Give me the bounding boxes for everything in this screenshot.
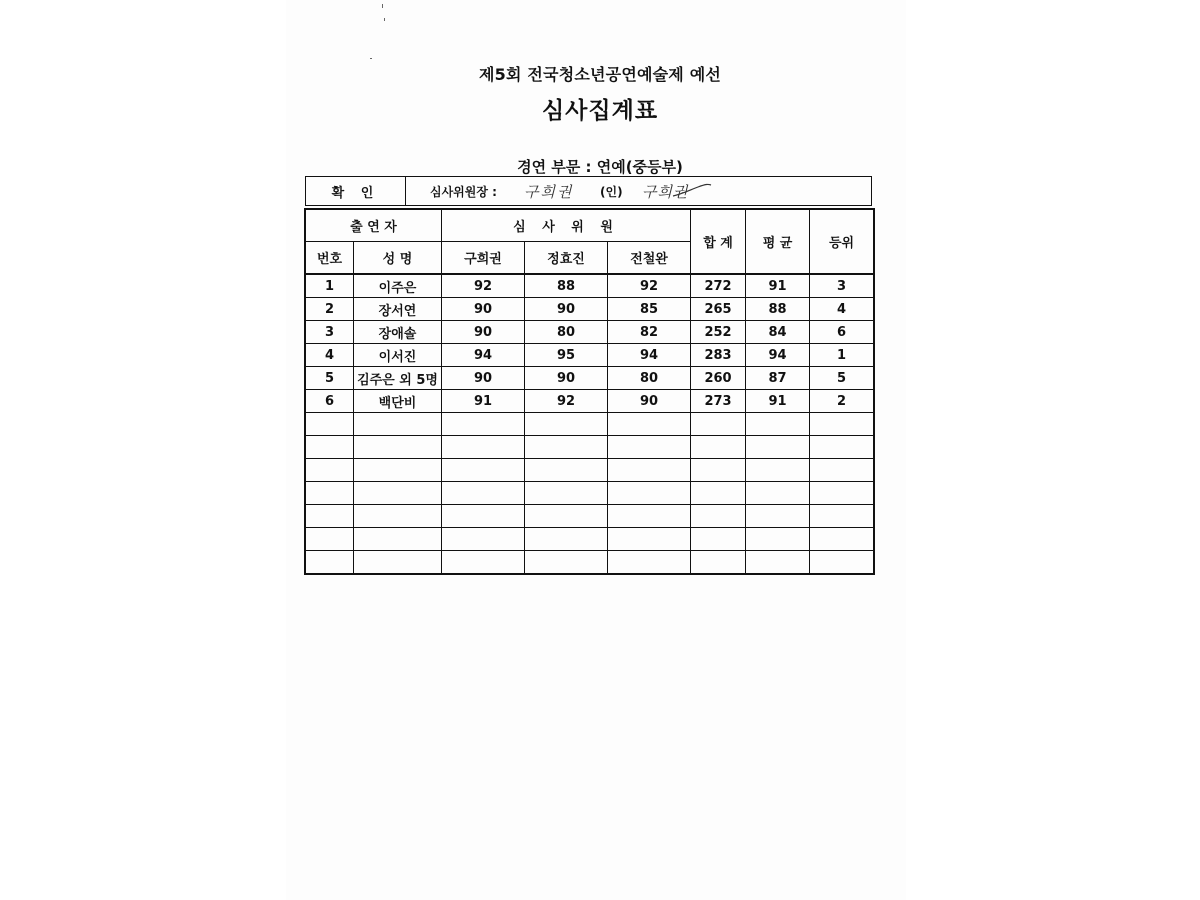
judge-score: 80 bbox=[608, 367, 691, 390]
average-score: 91 bbox=[746, 274, 810, 298]
name-header: 성 명 bbox=[354, 242, 442, 275]
average-score: 88 bbox=[746, 298, 810, 321]
score-table bbox=[305, 209, 874, 574]
total-score: 260 bbox=[691, 367, 746, 390]
empty-row bbox=[306, 482, 874, 505]
total-score: 272 bbox=[691, 274, 746, 298]
judge-header: 정효진 bbox=[525, 242, 608, 275]
average-score: 84 bbox=[746, 321, 810, 344]
empty-row bbox=[306, 551, 874, 574]
row-number: 2 bbox=[306, 298, 354, 321]
rank: 6 bbox=[810, 321, 874, 344]
event-title: 제5회 전국청소년공연예술제 예선 bbox=[478, 65, 722, 84]
average-header: 평 균 bbox=[746, 210, 810, 275]
scan-speck bbox=[370, 58, 372, 59]
performer-name: 장서연 bbox=[354, 298, 442, 321]
confirmation-label: 확 인 bbox=[306, 177, 406, 205]
table-row bbox=[306, 274, 874, 298]
performer-name: 이주은 bbox=[354, 274, 442, 298]
performer-name: 장애솔 bbox=[354, 321, 442, 344]
judge-header: 구희권 bbox=[442, 242, 525, 275]
performer-name: 백단비 bbox=[354, 390, 442, 413]
judge-score: 92 bbox=[525, 390, 608, 413]
judge-score: 92 bbox=[608, 274, 691, 298]
rank: 2 bbox=[810, 390, 874, 413]
judge-score: 94 bbox=[608, 344, 691, 367]
row-number: 1 bbox=[306, 274, 354, 298]
table-row bbox=[306, 390, 874, 413]
rank: 1 bbox=[810, 344, 874, 367]
judge-score: 90 bbox=[525, 298, 608, 321]
judge-score: 90 bbox=[525, 367, 608, 390]
judge-score: 90 bbox=[442, 298, 525, 321]
judges-group-header: 심 사 위 원 bbox=[442, 210, 691, 242]
judge-score: 90 bbox=[442, 367, 525, 390]
rank-header: 등위 bbox=[810, 210, 874, 275]
performer-group-header: 출 연 자 bbox=[306, 210, 442, 242]
total-header: 합 계 bbox=[691, 210, 746, 275]
row-number: 6 bbox=[306, 390, 354, 413]
total-score: 252 bbox=[691, 321, 746, 344]
judge-score: 91 bbox=[442, 390, 525, 413]
judge-score: 82 bbox=[608, 321, 691, 344]
confirmation-row bbox=[305, 176, 872, 206]
empty-row bbox=[306, 528, 874, 551]
row-number: 3 bbox=[306, 321, 354, 344]
judge-score: 95 bbox=[525, 344, 608, 367]
table-row bbox=[306, 321, 874, 344]
performer-name: 이서진 bbox=[354, 344, 442, 367]
seal-signature: 구희권 bbox=[642, 182, 689, 201]
document-title: 심사집계표 bbox=[541, 98, 659, 124]
judge-score: 90 bbox=[442, 321, 525, 344]
judge-score: 90 bbox=[608, 390, 691, 413]
judge-score: 80 bbox=[525, 321, 608, 344]
judge-header: 전철완 bbox=[608, 242, 691, 275]
row-number: 4 bbox=[306, 344, 354, 367]
judge-score: 88 bbox=[525, 274, 608, 298]
average-score: 87 bbox=[746, 367, 810, 390]
chair-label: 심사위원장 : bbox=[430, 184, 497, 199]
empty-row bbox=[306, 505, 874, 528]
judge-score: 92 bbox=[442, 274, 525, 298]
rank: 4 bbox=[810, 298, 874, 321]
rank: 3 bbox=[810, 274, 874, 298]
chair-signature: 구희권 bbox=[524, 182, 574, 201]
table-row bbox=[306, 344, 874, 367]
seal-label: (인) bbox=[600, 184, 623, 199]
total-score: 283 bbox=[691, 344, 746, 367]
row-number: 5 bbox=[306, 367, 354, 390]
total-score: 273 bbox=[691, 390, 746, 413]
table-row bbox=[306, 367, 874, 390]
judge-score: 85 bbox=[608, 298, 691, 321]
signature-stroke-icon bbox=[672, 181, 712, 201]
judge-score: 94 bbox=[442, 344, 525, 367]
average-score: 91 bbox=[746, 390, 810, 413]
empty-row bbox=[306, 436, 874, 459]
average-score: 94 bbox=[746, 344, 810, 367]
contest-category: 경연 부문 : 연예(중등부) bbox=[517, 158, 683, 176]
rank: 5 bbox=[810, 367, 874, 390]
performer-name: 김주은 외 5명 bbox=[354, 367, 442, 390]
empty-row bbox=[306, 413, 874, 436]
table-row bbox=[306, 298, 874, 321]
number-header: 번호 bbox=[306, 242, 354, 275]
scan-speck bbox=[384, 18, 385, 21]
scan-speck bbox=[382, 4, 383, 8]
total-score: 265 bbox=[691, 298, 746, 321]
empty-row bbox=[306, 459, 874, 482]
